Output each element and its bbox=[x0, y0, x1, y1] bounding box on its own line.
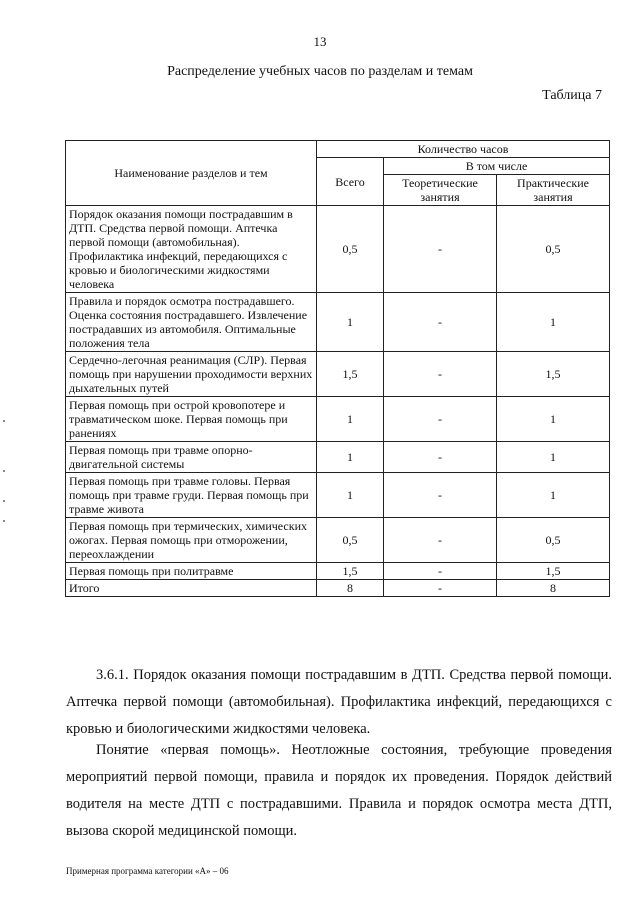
page-number: 13 bbox=[313, 34, 327, 49]
practice-cell: 1 bbox=[497, 293, 610, 352]
topic-cell: Первая помощь при травме головы. Первая помощь при травме груди. Первая помощь при травме живота bbox=[66, 473, 317, 518]
practice-cell: 1 bbox=[497, 397, 610, 442]
theory-cell: - bbox=[384, 352, 497, 397]
topic-cell: Первая помощь при травме опорно-двигательной системы bbox=[66, 442, 317, 473]
theory-cell: - bbox=[384, 518, 497, 563]
topic-cell: Правила и порядок осмотра пострадавшего. Оценка состояния пострадавшего. Извлечение пострадавших из автомобиля. Оптимальные положения тела bbox=[66, 293, 317, 352]
table-heading: Распределение учебных часов по разделам и темам bbox=[167, 64, 473, 79]
topic-cell: Сердечно-легочная реанимация (СЛР). Первая помощь при нарушении проходимости верхних дыхательных путей bbox=[66, 352, 317, 397]
total-cell: 1 bbox=[317, 473, 384, 518]
practice-cell: 1 bbox=[497, 442, 610, 473]
section-paragraph: 3.6.1. Порядок оказания помощи пострадавшим в ДТП. Средства первой помощи. Аптечка первой помощи (автомобильная). Профилактика инфекций, передающихся с кровью и биологическими жидкостями человека. bbox=[66, 667, 612, 737]
scan-speck bbox=[3, 520, 5, 522]
header-including: В том числе bbox=[384, 158, 610, 175]
header-total: Всего bbox=[317, 158, 384, 206]
scan-speck bbox=[3, 420, 5, 422]
table-total-row bbox=[66, 580, 610, 597]
total-cell: 1 bbox=[317, 397, 384, 442]
theory-cell: - bbox=[384, 397, 497, 442]
table-row bbox=[66, 563, 610, 580]
theory-cell: - bbox=[384, 580, 497, 597]
body-paragraph: Понятие «первая помощь». Неотложные состояния, требующие проведения мероприятий первой помощи, правила и порядок их проведения. Порядок действий водителя на месте ДТП с пострадавшими. Правила и порядок осмотра места ДТП, вызова скорой медицинской помощи. bbox=[66, 742, 612, 839]
total-cell: 1,5 bbox=[317, 352, 384, 397]
theory-cell: - bbox=[384, 206, 497, 293]
header-hours: Количество часов bbox=[317, 141, 610, 158]
total-cell: 1 bbox=[317, 293, 384, 352]
topic-cell: Итого bbox=[66, 580, 317, 597]
topic-cell: Первая помощь при термических, химических ожогах. Первая помощь при отморожении, переохлаждении bbox=[66, 518, 317, 563]
table-row bbox=[66, 442, 610, 473]
total-cell: 8 bbox=[317, 580, 384, 597]
practice-cell: 1,5 bbox=[497, 563, 610, 580]
practice-cell: 8 bbox=[497, 580, 610, 597]
scan-speck bbox=[3, 470, 5, 472]
total-cell: 1 bbox=[317, 442, 384, 473]
topic-cell: Порядок оказания помощи пострадавшим в ДТП. Средства первой помощи. Аптечка первой помощи (автомобильная). Профилактика инфекций, передающихся с кровью и биологическими жидкостями человека bbox=[66, 206, 317, 293]
table-row bbox=[66, 518, 610, 563]
practice-cell: 1 bbox=[497, 473, 610, 518]
table-row bbox=[66, 473, 610, 518]
topic-cell: Первая помощь при политравме bbox=[66, 563, 317, 580]
footer-note: Примерная программа категории «А» – 06 bbox=[66, 866, 229, 876]
theory-cell: - bbox=[384, 473, 497, 518]
header-theory: Теоретические занятия bbox=[384, 175, 497, 206]
theory-cell: - bbox=[384, 563, 497, 580]
theory-cell: - bbox=[384, 293, 497, 352]
total-cell: 0,5 bbox=[317, 518, 384, 563]
hours-table bbox=[65, 140, 610, 597]
table-row bbox=[66, 352, 610, 397]
table-label: Таблица 7 bbox=[542, 88, 602, 103]
table-row bbox=[66, 397, 610, 442]
practice-cell: 1,5 bbox=[497, 352, 610, 397]
practice-cell: 0,5 bbox=[497, 206, 610, 293]
total-cell: 0,5 bbox=[317, 206, 384, 293]
table-row bbox=[66, 293, 610, 352]
practice-cell: 0,5 bbox=[497, 518, 610, 563]
total-cell: 1,5 bbox=[317, 563, 384, 580]
header-topic: Наименование разделов и тем bbox=[66, 141, 317, 206]
theory-cell: - bbox=[384, 442, 497, 473]
table-row bbox=[66, 206, 610, 293]
header-practice: Практические занятия bbox=[497, 175, 610, 206]
topic-cell: Первая помощь при острой кровопотере и травматическом шоке. Первая помощь при ранениях bbox=[66, 397, 317, 442]
scan-speck bbox=[3, 500, 5, 502]
